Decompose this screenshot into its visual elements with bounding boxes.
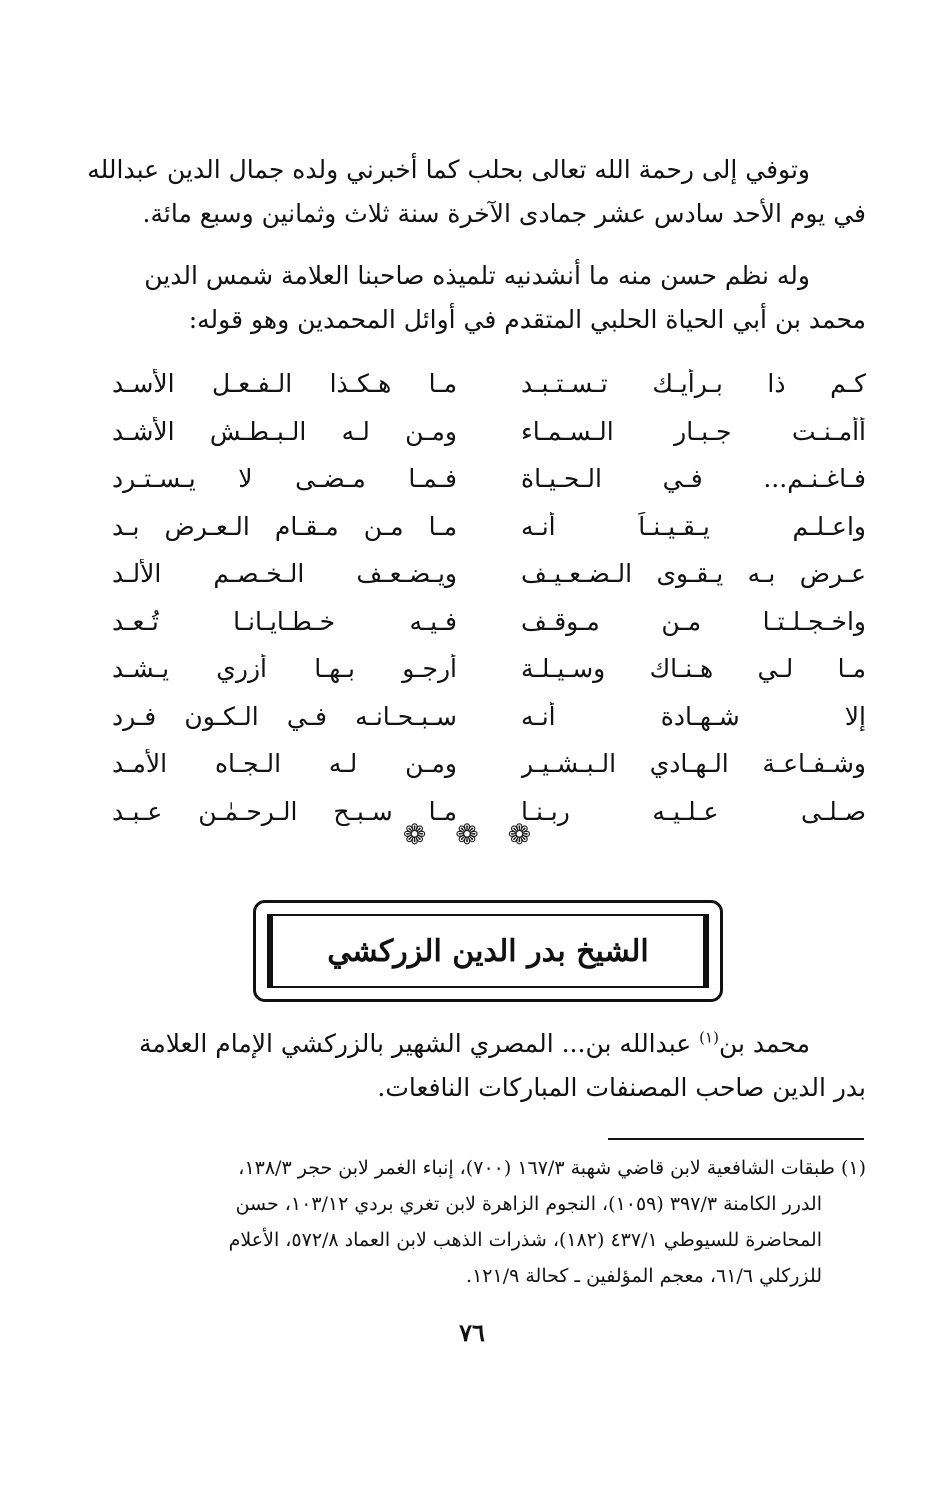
footnote-text-1: طبقات الشافعية لابن قاضي شهبة ١٦٧/٣ (٧٠٠)، إنباء الغمر لابن حجر ١٣٨/٣، [238, 1157, 835, 1179]
verse-second-hemistich: فـمـا مـضـى لا يـسـتـرد [112, 464, 457, 494]
footnote-line-2: الدرر الكامنة ٣٩٧/٣ (١٠٥٩)، النجوم الزاهرة لابن تغري بردي ١٠٣/١٢، حسن [235, 1193, 822, 1215]
verse-second-hemistich: مـا مـن مـقـام الـعـرض بـد [112, 511, 457, 541]
poem [112, 360, 866, 835]
page-number: ٧٦ [459, 1318, 485, 1347]
section-title-frame [253, 900, 723, 1002]
verse [112, 360, 866, 408]
death-line-1: وتوفي إلى رحمة الله تعالى بحلب كما أخبرني ولده جمال الدين عبدالله [87, 155, 810, 184]
flower-ornaments-icon: ❁ ❁ ❁ [402, 818, 542, 851]
verse-second-hemistich: ومـن لـه الـبـطـش الأشـد [112, 416, 457, 446]
bio-line-2: بدر الدين صاحب المصنفات المباركات النافعات. [377, 1073, 866, 1102]
footnote-divider [608, 1138, 864, 1140]
verse-first-hemistich: فـاغـنـم... فـي الـحـيـاة [521, 464, 866, 494]
verse [112, 740, 866, 788]
death-paragraph [87, 148, 866, 236]
poem-intro-line-2: محمد بن أبي الحياة الحلبي المتقدم في أوائل المحمدين وهو قوله: [188, 305, 866, 334]
footnote-number: (١) [840, 1157, 866, 1179]
verse-first-hemistich: وشـفـاعـة الـهـادي الـبـشـيـر [521, 749, 866, 779]
verse-second-hemistich: أرجـو بـهـا أزري يـشـد [112, 654, 457, 684]
verse [112, 645, 866, 693]
verse [112, 598, 866, 646]
footnote-line-3: المحاضرة للسيوطي ٤٣٧/١ (١٨٢)، شذرات الذهب لابن العماد ٥٧٢/٨، الأعلام [228, 1229, 822, 1251]
verse-second-hemistich: ويـضـعـف الـخـصـم الألـد [112, 559, 457, 589]
footnote-line-1 [112, 1150, 866, 1186]
verse-first-hemistich: أأمـنـت جـبـار الـسـمـاء [521, 416, 866, 446]
poem-intro-paragraph [112, 254, 866, 342]
verse [112, 503, 866, 551]
verse-first-hemistich: كـم ذا بـرأيـك تـسـتـبـد [521, 369, 866, 399]
footnote-reference: (١) [699, 1028, 719, 1047]
bio-paragraph [112, 1022, 866, 1110]
verse [112, 408, 866, 456]
verse-first-hemistich: إلا شـهـادة أنـه [521, 701, 866, 731]
verse-first-hemistich: واخـجـلـتـا مـن مـوقـف [521, 606, 866, 636]
section-title: الشيخ بدر الدين الزركشي [327, 933, 649, 969]
verse-second-hemistich: سـبـحـانـه فـي الـكـون فـرد [112, 701, 457, 731]
bio-name-start: محمد بن [718, 1029, 810, 1058]
verse [112, 693, 866, 741]
footnote-line-4: للزركلي ٦١/٦، معجم المؤلفين ـ كحالة ١٢١/٩. [466, 1265, 822, 1287]
verse-first-hemistich: مـا لـي هـنـاك وسـيـلـة [521, 654, 866, 684]
verse-second-hemistich: فـيـه خـطـايـانـا تُـعـد [112, 606, 457, 636]
verse-second-hemistich: مـا هـكـذا الـفـعـل الأسـد [112, 369, 457, 399]
verse-first-hemistich: صـلـى عـلـيـه ربـنـا [521, 796, 866, 826]
bio-line-1 [112, 1022, 866, 1066]
verse-first-hemistich: واعـلـم يـقـيـنـاً أنـه [521, 511, 866, 541]
verse [112, 550, 866, 598]
verse-second-hemistich: ومـن لـه الـجـاه الأمـد [112, 749, 457, 779]
death-line-2: في يوم الأحد سادس عشر جمادى الآخرة سنة ثلاث وثمانين وسبع مائة. [142, 199, 866, 228]
verse [112, 455, 866, 503]
poem-intro-line-1: وله نظم حسن منه ما أنشدنيه تلميذه صاحبنا العلامة شمس الدين [144, 261, 810, 290]
footnote [112, 1150, 866, 1294]
verse-second-hemistich: مـا سـبـح الـرحـمٰـن عـبـد [112, 796, 457, 826]
verse-first-hemistich: عـرض بـه يـقـوى الـضـعـيـف [521, 559, 866, 589]
bio-name-rest: عبدالله بن... المصري الشهير بالزركشي الإمام العلامة [138, 1029, 700, 1058]
